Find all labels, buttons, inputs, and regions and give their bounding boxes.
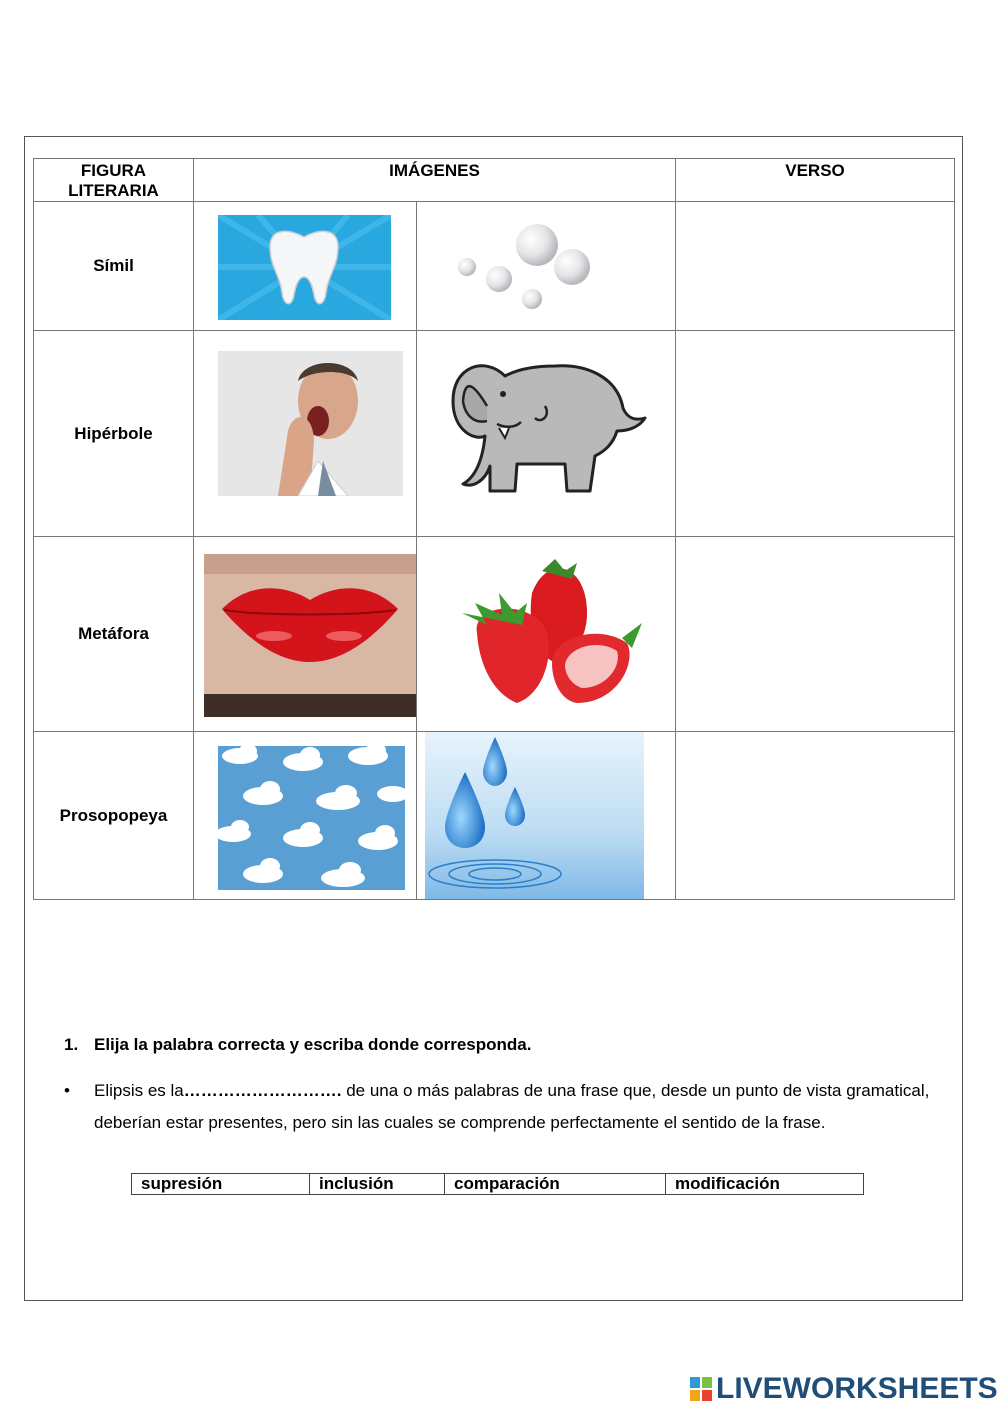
question-number: 1. (64, 1035, 79, 1054)
option-inclusion[interactable]: inclusión (310, 1174, 445, 1195)
figura-label: Símil (34, 202, 194, 331)
sentence-start: Elipsis es la (94, 1081, 184, 1100)
table-header-row (34, 159, 955, 202)
logo-text: LIVEWORKSHEETS (716, 1372, 998, 1405)
verso-cell[interactable] (676, 202, 955, 331)
sentence-end: de una o más palabras de una frase que, desde un punto de vista gramatical, deberían estar presentes, pero sin las cuales se comprende perfectamente el sentido de la frase. (94, 1081, 930, 1132)
table-row (34, 331, 955, 537)
bullet-text (94, 1075, 944, 1139)
header-imagenes: IMÁGENES (194, 159, 676, 202)
verso-cell[interactable] (676, 537, 955, 732)
yawning-man-icon (218, 351, 403, 496)
option-modificacion[interactable]: modificación (666, 1174, 864, 1195)
red-lips-icon (204, 554, 416, 717)
figura-label: Hipérbole (34, 331, 194, 537)
tooth-icon (218, 215, 391, 320)
elephant-icon (445, 346, 650, 496)
water-drops-icon (425, 732, 644, 900)
figures-table (33, 158, 955, 900)
verso-cell[interactable] (676, 732, 955, 900)
header-figura: FIGURA LITERARIA (34, 159, 194, 202)
table-row (34, 202, 955, 331)
clouds-icon (218, 746, 405, 890)
verso-cell[interactable] (676, 331, 955, 537)
question-text: Elija la palabra correcta y escriba donde corresponda. (94, 1035, 532, 1054)
option-supresion[interactable]: supresión (132, 1174, 310, 1195)
bullet-item (64, 1075, 944, 1139)
pearls-icon (437, 217, 597, 317)
strawberries-icon (447, 553, 647, 718)
table-row (34, 732, 955, 900)
bullet-dot: • (64, 1081, 70, 1100)
liveworksheets-logo (690, 1374, 998, 1404)
answer-blank[interactable]: ………………………. (183, 1081, 342, 1100)
header-verso: VERSO (676, 159, 955, 202)
table-row (34, 537, 955, 732)
logo-mark-icon (690, 1377, 712, 1401)
figura-label: Metáfora (34, 537, 194, 732)
question-heading (64, 1035, 531, 1055)
figura-label: Prosopopeya (34, 732, 194, 900)
options-table (131, 1173, 864, 1195)
option-comparacion[interactable]: comparación (445, 1174, 666, 1195)
